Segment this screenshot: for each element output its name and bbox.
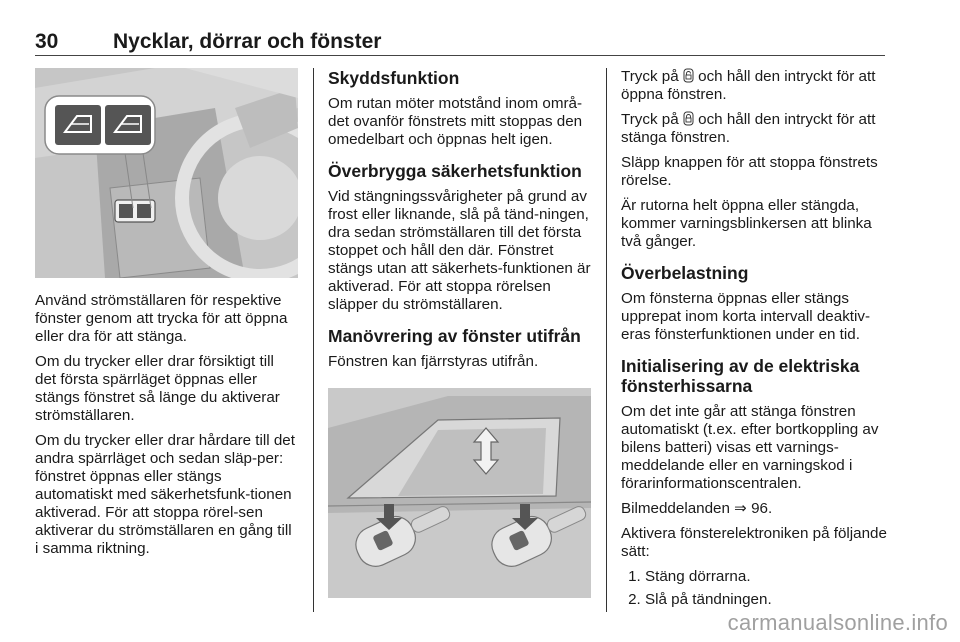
steps-list (621, 568, 889, 609)
paragraph: Är rutorna helt öppna eller stängda, kommer varningsblinkersen att blinka två gånger. (621, 197, 872, 250)
cross-reference: Bilmeddelanden ⇒ 96. (621, 500, 773, 517)
remote-window-illustration (328, 388, 591, 598)
paragraph: Om du trycker eller drar hårdare till det andra spärrläget och sedan släp-per: fönstret öppnas eller stängs automatiskt med säkerhetsfunk-tionen aktiverad. För att stoppa rörel-sen aktiverar du strömställaren en gång till i samma riktning. (35, 432, 295, 557)
column-divider (313, 68, 314, 612)
remote-window-illustration-svg (328, 388, 591, 598)
column-1-text (35, 292, 298, 565)
paragraph: Om fönsterna öppnas eller stängs upprepat inom korta intervall deaktiv-eras fönsterfunktionen under en tid. (621, 290, 871, 343)
list-item: 2. Slå på tändningen. (645, 591, 889, 609)
paragraph: Om rutan möter motstånd inom områ-det ovanför fönstrets mitt stoppas den omedelbart och öppnas helt igen. (328, 95, 583, 148)
header-rule (35, 55, 885, 56)
column-divider (606, 68, 607, 612)
paragraph: Vid stängningssvårigheter på grund av frost eller liknande, slå på tänd-ningen, dra sedan strömställaren till det första stoppet och håll den där. Fönstret stängs utan att säkerhets-funktionen är aktiverad. För att stoppa rörelsen släpper du strömställaren. (328, 188, 591, 313)
column-2-text (328, 68, 593, 378)
section-heading: Skyddsfunktion (328, 68, 460, 88)
text-fragment: och håll den intryckt för att öppna fönstren. (621, 68, 876, 103)
list-item: 1. Stäng dörrarna. (645, 568, 889, 586)
paragraph: Släpp knappen för att stoppa fönstrets rörelse. (621, 154, 878, 189)
section-heading: Överbrygga säkerhetsfunktion (328, 161, 582, 181)
paragraph: Fönstren kan fjärrstyras utifrån. (328, 353, 539, 370)
lock-key-icon (683, 111, 694, 126)
unlock-key-icon (683, 68, 694, 83)
paragraph (621, 111, 889, 147)
window-switch-illustration-svg (35, 68, 298, 278)
section-heading: Manövrering av fönster utifrån (328, 326, 581, 346)
text-fragment: Tryck på (621, 68, 679, 85)
paragraph: Om det inte går att stänga fönstren automatiskt (t.ex. efter bortkoppling av bilens batteri) visas ett varnings-meddelande eller en varningskod i förarinformationscentralen. (621, 403, 879, 492)
paragraph: Använd strömställaren för respektive fönster genom att trycka för att öppna eller dra för att stänga. (35, 292, 288, 345)
paragraph: Aktivera fönsterelektroniken på följande sätt: (621, 525, 887, 560)
text-fragment: och håll den intryckt för att stänga fönstren. (621, 111, 876, 146)
page-header (35, 30, 885, 54)
section-heading: Överbelastning (621, 263, 749, 283)
paragraph: Om du trycker eller drar försiktigt till det första spärrläget öppnas eller stängs fönstret så länge du aktiverar strömställaren. (35, 353, 280, 424)
watermark: carmanualsonline.info (727, 610, 948, 635)
chapter-title: Nycklar, dörrar och fönster (113, 30, 382, 53)
paragraph (621, 68, 889, 104)
column-3-text (621, 68, 889, 614)
text-fragment: Tryck på (621, 111, 679, 128)
window-switch-illustration (35, 68, 298, 278)
section-heading: Initialisering av de elektriska fönsterhissarna (621, 356, 860, 396)
page-number: 30 (35, 30, 59, 53)
